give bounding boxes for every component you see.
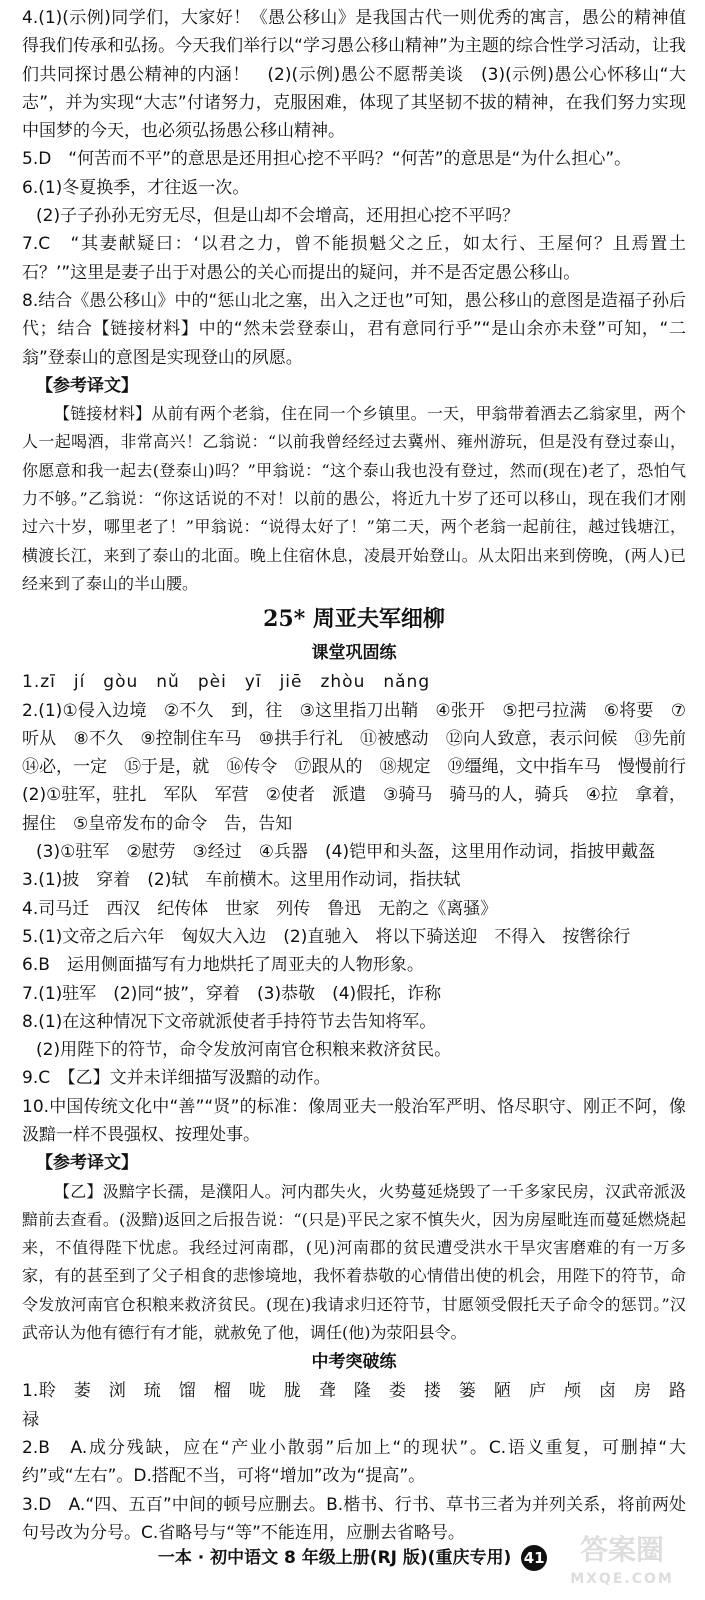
answer-s8-1: 8.(1)在这种情况下文帝就派使者手持符节去告知将军。 [22,1011,437,1032]
answer-q6-2: (2)子子孙孙无穷无尽，但是山却不会增高，还用担心挖不平吗？ [36,206,520,227]
subsection-classroom: 课堂巩固练 [311,643,397,664]
answer-q8: 8.结合《愚公移山》中的“惩山北之塞，出入之迂也”可知，愚公移山的意图是造福子孙后代；结合【链接材料】中的“然未尝登泰山，君有意同行乎”“是山余亦未登”可知，“二翁”登泰山的意图是实现登山的夙愿。 [22,290,686,368]
answer-q6-1: 6.(1)冬夏换季，才往返一次。 [22,177,250,198]
answer-q5: 5.D “何苦而不平”的意思是还用担心挖不平吗？“何苦”的意思是“为什么担心”。 [22,149,632,170]
footer-text: 一本 · 初中语文 8 年级上册(RJ 版)(重庆专用) [157,1548,512,1568]
answer-s7: 7.(1)驻军 (2)同“披”，穿着 (3)恭敬 (4)假托，诈称 [22,983,442,1004]
translation-link-material: 【链接材料】从前有两个老翁，住在同一个乡镇里。一天，甲翁带着酒去乙翁家里，两个人一起喝酒，非常高兴！乙翁说：“以前我曾经经过去冀州、雍州游玩，但是没有登过泰山，你愿意和我一起去(登泰山)吗？”甲翁说：“这个泰山我也没有登过，然而(现在)老了，恐怕气力不够。”乙翁说：“你这话说的不对！以前的愚公，将近九十岁了还可以移山，现在我们才刚过六十岁，哪里老了！”甲翁说：“说得太好了！”第二天，两个老翁一起前往，越过钱塘江，横渡长江，来到了泰山的北面。晚上住宿休息，凌晨开始登山。从太阳出来到傍晚，(两人)已经来到了泰山的半山腰。 [22,404,686,593]
subsection-exam: 中考突破练 [311,1352,397,1373]
watermark-url: MXQE.COM [570,1571,674,1587]
watermark-main: 答案圈 [579,1533,664,1566]
answer-s8-2: (2)用陛下的符节，命令发放河南官仓积粮来救济贫民。 [36,1040,452,1061]
answer-page [22,4,703,1547]
answer-s10: 10.中国传统文化中“善”“贤”的标准：像周亚夫一般治军严明、恪尽职守、刚正不阿，像汲黯一样不畏强权、按理处事。 [22,1096,686,1145]
answer-s9: 9.C 【乙】文并未详细描写汲黯的动作。 [22,1068,331,1089]
answer-q4: 4.(1)(示例)同学们，大家好！《愚公移山》是我国古代一则优秀的寓言，愚公的精神值得我们传承和弘扬。今天我们举行以“学习愚公移山精神”为主题的综合性学习活动，让我们共同探讨愚公精神的内涵！ (2)(示例)愚公不愿帮美谈 (3)(示例)愚公心怀移山“大志”，并为实现“大志”付诸努力，克服困难，体现了其坚韧不拔的精神，在我们努力实现中国梦的今天，也必须弘扬愚公移山精神。 [22,8,686,142]
answer-z1: 1.聆 萎 浏 琉 馏 榴 咙 胧 聋 隆 娄 搂 篓 陋 庐 颅 卤 房 路 禄 [22,1381,703,1430]
answer-s2: 2.(1)①侵入边境 ②不久 到，往 ③这里指刀出鞘 ④张开 ⑤把弓拉满 ⑥将要 ⑦听从 ⑧不久 ⑨控制住车马 ⑩拱手行礼 ⑪被感动 ⑫向人致意，表示问候 ⑬先前 ⑭必，一定 ⑮于是，就 ⑯传令 ⑰跟从的 ⑱规定 ⑲缰绳，文中指车马 慢慢前行 (2)①驻军，驻扎 军队 军营 ②使者 派遣 ③骑马 骑马的人，骑兵 ④拉 拿着，握住 ⑤皇帝发布的命令 告，告知 [22,700,703,834]
page-number: 41 [521,1545,547,1571]
reference-translation-label: 【参考译文】 [36,375,138,396]
answer-s2-3: (3)①驻军 ②慰劳 ③经过 ④兵器 (4)铠甲和头盔，这里用作动词，指披甲戴盔 [36,842,656,863]
reference-translation-label-2: 【参考译文】 [36,1153,138,1174]
answer-s6: 6.B 运用侧面描写有力地烘托了周亚夫的人物形象。 [22,955,424,976]
answer-s5: 5.(1)文帝之后六年 匈奴大入边 (2)直驰入 将以下骑送迎 不得入 按辔徐行 [22,926,631,947]
translation-yi: 【乙】汲黯字长孺，是濮阳人。河内郡失火，火势蔓延烧毁了一千多家民房，汉武帝派汲黯前去查看。(汲黯)返回之后报告说：“(只是)平民之家不慎失火，因为房屋毗连而蔓延燃烧起来，不值得陛下忧虑。我经过河南郡，(见)河南郡的贫民遭受洪水干旱灾害磨难的有一万多家，有的甚至到了父子相食的悲惨境地，我怀着恭敬的心情借出使的机会，用陛下的符节，命令发放河南官仓积粮来救济贫民。(现在)我请求归还符节，甘愿领受假托天子命令的惩罚。”汉武帝认为他有德行有才能，就赦免了他，调任(他)为荥阳县令。 [22,1181,686,1343]
section-title: 25* 周亚夫军细柳 [263,606,445,633]
answer-z3: 3.D A.“四、五百”中间的顿号应删去。B.楷书、行书、草书三者为并列关系，将前两处句号改为分号。C.省略号与“等”不能连用，应删去省略号。 [22,1494,686,1543]
answer-s3: 3.(1)披 穿着 (2)轼 车前横木。这里用作动词，指扶轼 [22,870,461,891]
watermark-logo [547,1530,697,1596]
answer-s1-pinyin: 1.zī jí gòu nǔ pèi yī jiē zhòu nǎng [22,672,431,693]
answer-z2: 2.B A.成分残缺，应在“产业小散弱”后加上“的现状”。C.语义重复，可删掉“大约”或“左右”。D.搭配不当，可将“增加”改为“提高”。 [22,1437,686,1487]
answer-q7: 7.C “其妻献疑曰：‘以君之力，曾不能损魁父之丘，如太行、王屋何？且焉置土石？’”这里是妻子出于对愚公的关心而提出的疑问，并不是否定愚公移山。 [22,234,686,283]
answer-s4: 4.司马迁 西汉 纪传体 世家 列传 鲁迅 无韵之《离骚》 [22,898,498,919]
